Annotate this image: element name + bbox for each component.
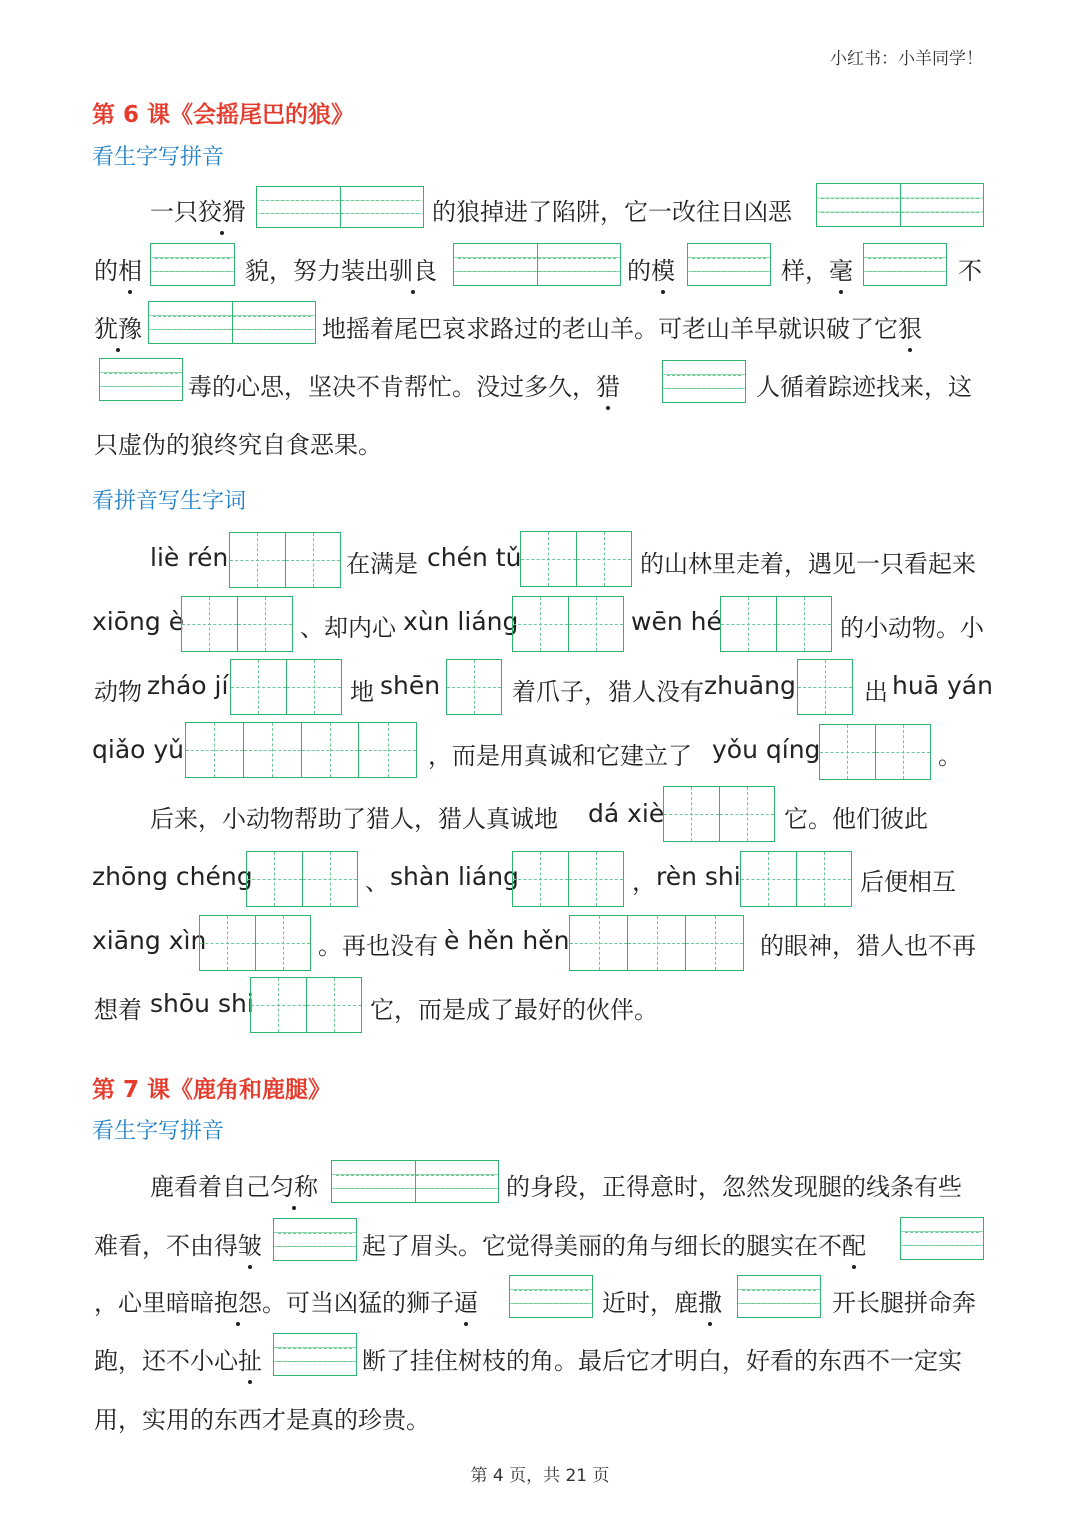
- text-line: 断了挂住树枝的角。最后它才明白，好看的东西不一定实: [362, 1347, 962, 1375]
- pinyin-box[interactable]: [256, 186, 424, 228]
- hanzi-grid[interactable]: [185, 722, 417, 778]
- text-line: 、却内心: [300, 614, 396, 642]
- text-line: 的模: [627, 251, 675, 286]
- pinyin-box[interactable]: [687, 243, 771, 286]
- pinyin-prompt: qiǎo yǔ: [92, 735, 185, 764]
- pinyin-prompt: chén tǔ: [427, 543, 522, 572]
- hanzi-grid[interactable]: [663, 786, 775, 842]
- text-line: 动物: [94, 678, 142, 706]
- text-line: ，: [632, 868, 656, 896]
- hanzi-grid[interactable]: [520, 531, 632, 587]
- pinyin-prompt: shōu shi: [150, 989, 254, 1018]
- pinyin-prompt: è hěn hěn: [444, 926, 570, 955]
- pinyin-prompt: zhōng chéng: [92, 862, 253, 891]
- hanzi-grid[interactable]: [181, 596, 293, 652]
- hanzi-grid[interactable]: [446, 659, 502, 715]
- text-line: 一只狡猾: [150, 192, 246, 227]
- text-line: 跑，还不小心扯: [94, 1341, 262, 1376]
- hanzi-grid[interactable]: [740, 851, 852, 907]
- pinyin-prompt: shàn liáng: [390, 862, 519, 891]
- hanzi-grid[interactable]: [199, 915, 311, 971]
- pinyin-prompt: wēn hé: [631, 607, 722, 636]
- text-line: 的山林里走着，遇见一只看起来: [640, 550, 976, 578]
- hanzi-grid[interactable]: [797, 659, 853, 715]
- pinyin-prompt: shēn: [380, 671, 441, 700]
- text-line: 在满是: [346, 550, 418, 578]
- section-pinyin-heading: 看生字写拼音: [92, 1119, 225, 1144]
- text-line: 地摇着尾巴哀求路过的老山羊。可老山羊早就识破了它狠: [322, 309, 922, 344]
- section-pinyin-heading: 看生字写拼音: [92, 145, 225, 170]
- pinyin-prompt: xiōng è: [92, 607, 185, 636]
- hanzi-grid[interactable]: [230, 659, 342, 715]
- text-line: 人循着踪迹找来，这: [756, 373, 972, 401]
- pinyin-box[interactable]: [900, 1217, 984, 1260]
- pinyin-box[interactable]: [453, 243, 621, 286]
- pinyin-prompt: yǒu qíng: [712, 735, 821, 764]
- text-line: 着爪子，猎人没有: [512, 678, 704, 706]
- hanzi-grid[interactable]: [720, 596, 832, 652]
- text-line: 只虚伪的狼终究自食恶果。: [94, 431, 382, 459]
- text-line: 它。他们彼此: [784, 805, 928, 833]
- text-line: 的相: [94, 251, 142, 286]
- text-line: 近时，鹿撒: [602, 1283, 722, 1318]
- text-line: 。再也没有: [318, 932, 438, 960]
- text-line: 起了眉头。它觉得美丽的角与细长的腿实在不配: [362, 1226, 866, 1261]
- hanzi-grid[interactable]: [250, 977, 362, 1033]
- pinyin-box[interactable]: [273, 1218, 357, 1261]
- lesson-6-title: 第 6 课《会摇尾巴的狼》: [92, 102, 355, 128]
- text-line: 的眼神，猎人也不再: [760, 932, 976, 960]
- text-line: 后便相互: [860, 868, 956, 896]
- pinyin-box[interactable]: [737, 1275, 821, 1318]
- text-line: 它，而是成了最好的伙伴。: [370, 996, 658, 1024]
- lesson-7-title: 第 7 课《鹿角和鹿腿》: [92, 1077, 332, 1103]
- text-line: 毒的心思，坚决不肯帮忙。没过多久，猎: [188, 367, 620, 402]
- text-line: 。: [938, 742, 962, 770]
- pinyin-box[interactable]: [509, 1275, 593, 1318]
- pinyin-box[interactable]: [863, 243, 947, 286]
- text-line: ，而是用真诚和它建立了: [428, 742, 692, 770]
- pinyin-prompt: xùn liáng: [403, 607, 519, 636]
- text-line: ，心里暗暗抱怨。可当凶猛的狮子逼: [94, 1283, 478, 1318]
- watermark: 小红书：小羊同学！: [830, 49, 983, 69]
- pinyin-box[interactable]: [150, 243, 235, 286]
- text-line: 出: [864, 678, 888, 706]
- pinyin-prompt: dá xiè: [588, 799, 665, 828]
- pinyin-box[interactable]: [148, 301, 316, 344]
- text-line: 鹿看着自己匀称: [150, 1167, 318, 1202]
- text-line: 的身段，正得意时，忽然发现腿的线条有些: [506, 1173, 962, 1201]
- pinyin-box[interactable]: [331, 1160, 499, 1203]
- pinyin-prompt: zháo jí: [147, 671, 229, 700]
- pinyin-prompt: liè rén: [150, 543, 229, 572]
- hanzi-grid[interactable]: [569, 915, 744, 971]
- text-line: 难看，不由得皱: [94, 1226, 262, 1261]
- text-line: 样，毫: [781, 251, 853, 286]
- text-line: 、: [365, 868, 389, 896]
- pinyin-box[interactable]: [99, 358, 183, 401]
- pinyin-prompt: huā yán: [892, 671, 993, 700]
- text-line: 地: [350, 678, 374, 706]
- text-line: 后来，小动物帮助了猎人，猎人真诚地: [150, 805, 558, 833]
- pinyin-box[interactable]: [662, 360, 746, 403]
- pinyin-prompt: zhuāng: [704, 671, 796, 700]
- page-number: 第 4 页，共 21 页: [470, 1466, 610, 1486]
- pinyin-box[interactable]: [816, 183, 984, 227]
- pinyin-prompt: xiāng xìn: [92, 926, 207, 955]
- hanzi-grid[interactable]: [229, 532, 341, 588]
- text-line: 貌，努力装出驯良: [245, 251, 437, 286]
- text-line: 的狼掉进了陷阱，它一改往日凶恶: [432, 198, 792, 226]
- text-line: 的小动物。小: [840, 614, 984, 642]
- hanzi-grid[interactable]: [512, 851, 624, 907]
- text-line: 想着: [94, 996, 142, 1024]
- text-line: 犹豫: [94, 309, 142, 344]
- pinyin-box[interactable]: [273, 1333, 357, 1376]
- text-line: 开长腿拼命奔: [832, 1289, 976, 1317]
- hanzi-grid[interactable]: [512, 596, 624, 652]
- section-hanzi-heading: 看拼音写生字词: [92, 489, 247, 514]
- hanzi-grid[interactable]: [246, 851, 358, 907]
- text-line: 不: [958, 257, 982, 285]
- hanzi-grid[interactable]: [819, 724, 931, 780]
- text-line: 用，实用的东西才是真的珍贵。: [94, 1406, 430, 1434]
- pinyin-prompt: rèn shi: [656, 862, 741, 891]
